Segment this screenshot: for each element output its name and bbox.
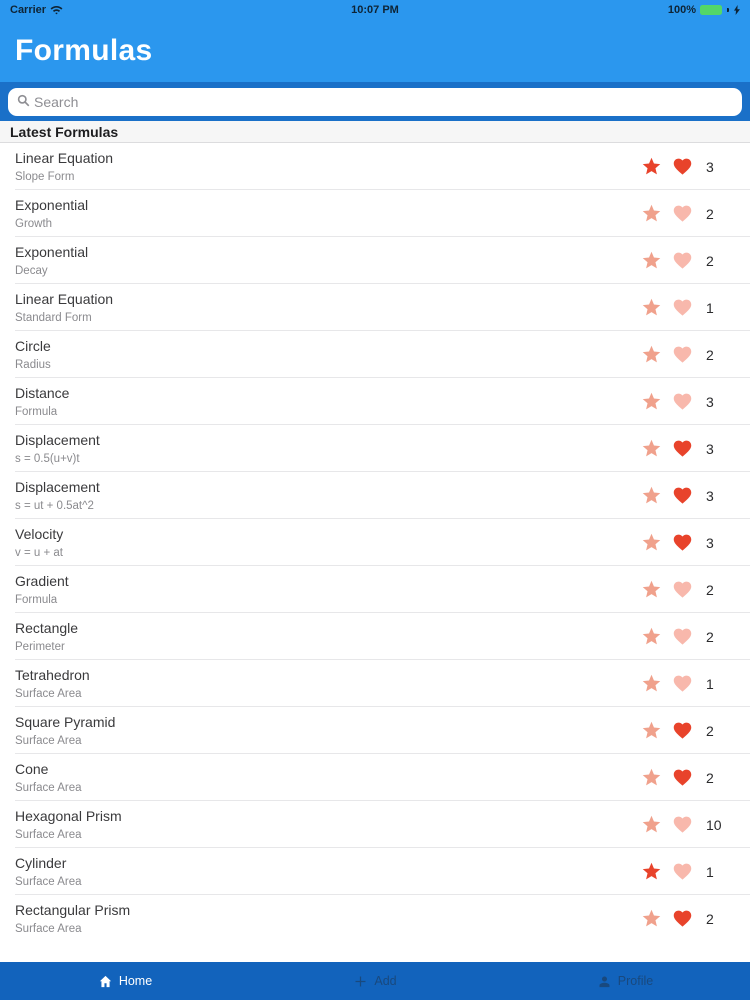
formula-title: Exponential: [15, 197, 89, 213]
formula-row[interactable]: [0, 754, 750, 801]
formula-subtitle: Surface Area: [15, 782, 82, 794]
formula-subtitle: s = ut + 0.5at^2: [15, 500, 94, 512]
formula-row[interactable]: [0, 566, 750, 613]
star-icon[interactable]: [641, 767, 662, 788]
formula-title: Hexagonal Prism: [15, 808, 122, 824]
count-label: 2: [706, 722, 714, 739]
clock: 10:07 PM: [351, 4, 399, 16]
battery-icon: [700, 5, 722, 15]
formula-title: Tetrahedron: [15, 667, 90, 683]
search-input[interactable]: [8, 88, 742, 116]
star-icon[interactable]: [641, 344, 662, 365]
count-label: 3: [706, 158, 714, 175]
star-icon[interactable]: [641, 156, 662, 177]
tab-add[interactable]: [250, 962, 500, 1000]
home-icon: [98, 974, 113, 989]
carrier-label: Carrier: [10, 4, 47, 16]
formula-row[interactable]: [0, 895, 750, 932]
bottom-gap: [0, 932, 750, 962]
heart-icon[interactable]: [672, 767, 693, 788]
status-bar: [0, 0, 750, 20]
heart-icon[interactable]: [672, 203, 693, 224]
formula-row[interactable]: [0, 331, 750, 378]
formula-subtitle: s = 0.5(u+v)t: [15, 453, 80, 465]
formula-title: Displacement: [15, 479, 100, 495]
count-label: 1: [706, 675, 714, 692]
formula-title: Linear Equation: [15, 150, 114, 166]
formula-subtitle: Surface Area: [15, 688, 82, 700]
tab-label: Home: [118, 974, 153, 988]
heart-icon[interactable]: [672, 861, 693, 882]
search-strip: [0, 82, 750, 121]
formula-row[interactable]: [0, 284, 750, 331]
count-label: 10: [706, 816, 722, 833]
formula-subtitle: Surface Area: [15, 735, 82, 747]
formula-subtitle: Growth: [15, 218, 53, 230]
star-icon[interactable]: [641, 297, 662, 318]
formula-row[interactable]: [0, 190, 750, 237]
count-label: 3: [706, 393, 714, 410]
formula-row[interactable]: [0, 613, 750, 660]
formula-subtitle: Surface Area: [15, 923, 82, 932]
formula-subtitle: Radius: [15, 359, 51, 371]
tab-label: Add: [374, 974, 397, 988]
star-icon[interactable]: [641, 532, 662, 553]
heart-icon[interactable]: [672, 344, 693, 365]
formula-title: Rectangle: [15, 620, 79, 636]
formula-title: Cone: [15, 761, 49, 777]
count-label: 3: [706, 487, 714, 504]
app-header: [0, 20, 750, 82]
formula-row[interactable]: [0, 519, 750, 566]
count-label: 1: [706, 299, 714, 316]
tab-home[interactable]: [0, 962, 250, 1000]
formula-subtitle: Perimeter: [15, 641, 65, 653]
formula-subtitle: Decay: [15, 265, 48, 277]
formula-title: Exponential: [15, 244, 89, 260]
star-icon[interactable]: [641, 673, 662, 694]
count-label: 3: [706, 440, 714, 457]
formula-title: Circle: [15, 338, 51, 354]
star-icon[interactable]: [641, 250, 662, 271]
count-label: 3: [706, 534, 714, 551]
heart-icon[interactable]: [672, 720, 693, 741]
star-icon[interactable]: [641, 861, 662, 882]
section-title: Latest Formulas: [10, 123, 119, 140]
heart-icon[interactable]: [672, 532, 693, 553]
formula-row[interactable]: [0, 143, 750, 190]
formula-title: Gradient: [15, 573, 69, 589]
formula-title: Linear Equation: [15, 291, 114, 307]
tab-profile[interactable]: [500, 962, 750, 1000]
formula-row[interactable]: [0, 707, 750, 754]
formula-subtitle: Formula: [15, 594, 58, 606]
formula-row[interactable]: [0, 660, 750, 707]
section-header: [0, 121, 750, 143]
formula-subtitle: Slope Form: [15, 171, 75, 183]
star-icon[interactable]: [641, 579, 662, 600]
formula-row[interactable]: [0, 425, 750, 472]
formula-subtitle: Surface Area: [15, 876, 82, 888]
formula-title: Cylinder: [15, 855, 67, 871]
heart-icon[interactable]: [672, 626, 693, 647]
formula-subtitle: Standard Form: [15, 312, 92, 324]
page-title: Formulas: [15, 34, 153, 67]
star-icon[interactable]: [641, 485, 662, 506]
star-icon[interactable]: [641, 720, 662, 741]
heart-icon[interactable]: [672, 156, 693, 177]
formula-row[interactable]: [0, 848, 750, 895]
heart-icon[interactable]: [672, 297, 693, 318]
battery-cap: [727, 8, 729, 12]
tab-label: Profile: [617, 974, 654, 988]
formula-title: Square Pyramid: [15, 714, 116, 730]
tab-bar: [0, 962, 750, 1000]
heart-icon[interactable]: [672, 814, 693, 835]
formula-row[interactable]: [0, 378, 750, 425]
formula-title: Displacement: [15, 432, 100, 448]
star-icon[interactable]: [641, 626, 662, 647]
battery-percent-label: 100%: [667, 4, 696, 16]
heart-icon[interactable]: [672, 485, 693, 506]
formula-row[interactable]: [0, 472, 750, 519]
count-label: 2: [706, 252, 714, 269]
formula-title: Rectangular Prism: [15, 902, 131, 918]
star-icon[interactable]: [641, 908, 662, 929]
heart-icon[interactable]: [672, 438, 693, 459]
star-icon[interactable]: [641, 203, 662, 224]
star-icon[interactable]: [641, 438, 662, 459]
count-label: 2: [706, 910, 714, 927]
star-icon[interactable]: [641, 814, 662, 835]
formula-list: [0, 143, 750, 932]
star-icon[interactable]: [641, 391, 662, 412]
formula-title: Distance: [15, 385, 70, 401]
heart-icon[interactable]: [672, 250, 693, 271]
formula-subtitle: Formula: [15, 406, 58, 418]
formula-title: Velocity: [15, 526, 64, 542]
formula-subtitle: Surface Area: [15, 829, 82, 841]
heart-icon[interactable]: [672, 908, 693, 929]
count-label: 1: [706, 863, 714, 880]
count-label: 2: [706, 205, 714, 222]
formula-subtitle: v = u + at: [15, 547, 63, 559]
formula-row[interactable]: [0, 801, 750, 848]
charging-bolt-icon: [734, 5, 740, 15]
wifi-icon: [50, 5, 63, 15]
heart-icon[interactable]: [672, 391, 693, 412]
count-label: 2: [706, 346, 714, 363]
add-icon: [353, 974, 368, 989]
heart-icon[interactable]: [672, 673, 693, 694]
count-label: 2: [706, 628, 714, 645]
formula-row[interactable]: [0, 237, 750, 284]
profile-icon: [597, 974, 612, 989]
heart-icon[interactable]: [672, 579, 693, 600]
count-label: 2: [706, 769, 714, 786]
count-label: 2: [706, 581, 714, 598]
